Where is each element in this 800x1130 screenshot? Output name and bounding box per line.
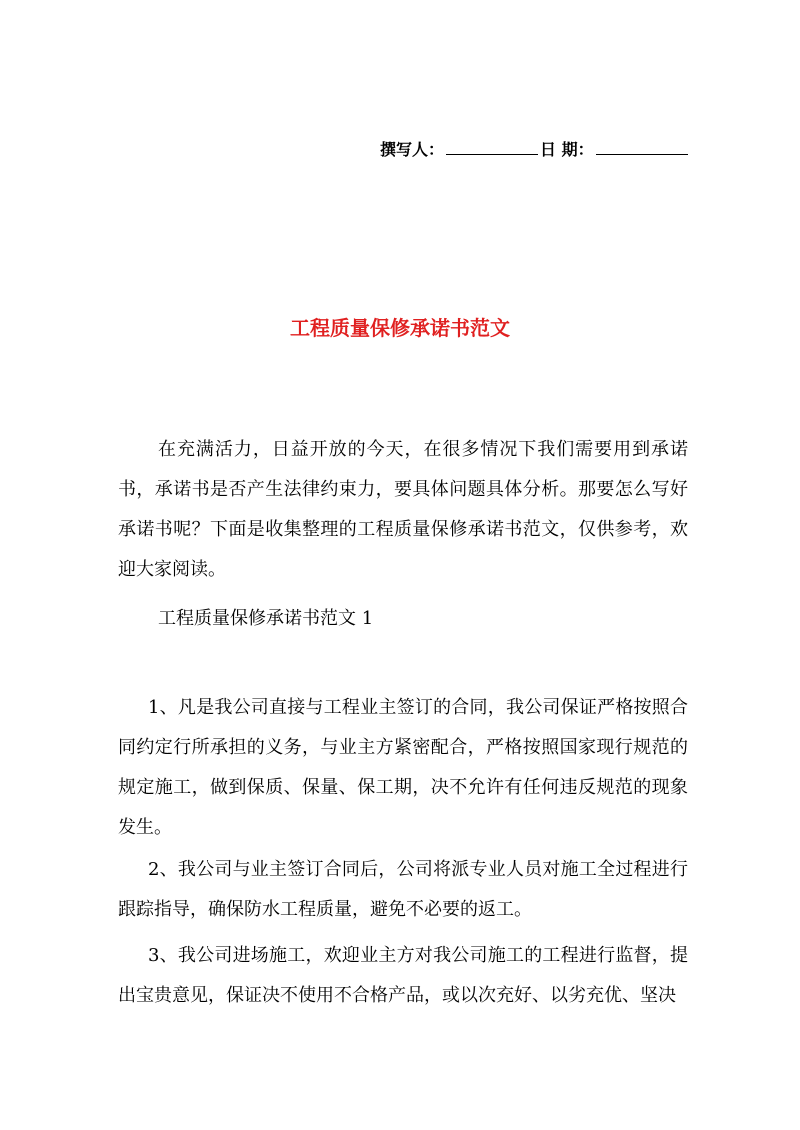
author-date-line (380, 138, 690, 162)
date-blank-field (596, 138, 688, 155)
list-item: 3、我公司进场施工，欢迎业主方对我公司施工的工程进行监督，提出宝贵意见，保证决不使用不合格产品，或以次充好、以劣充优、坚决 (118, 945, 688, 1006)
list-item: 1、凡是我公司直接与工程业主签订的合同，我公司保证严格按照合同约定行所承担的义务，与业主方紧密配合，严格按照国家现行规范的规定施工，做到保质、保量、保工期，决不允许有任何违反规范的现象发生。 (118, 697, 688, 838)
section-heading: 工程质量保修承诺书范文 1 (158, 608, 374, 629)
author-blank-field (446, 138, 538, 155)
date-label: 日 期： (540, 140, 594, 159)
intro-paragraph: 在充满活力，日益开放的今天，在很多情况下我们需要用到承诺书，承诺书是否产生法律约束力，要具体问题具体分析。那要怎么写好承诺书呢？下面是收集整理的工程质量保修承诺书范文，仅供参考，欢迎大家阅读。 (118, 439, 688, 580)
author-label: 撰写人： (380, 140, 445, 159)
document-title: 工程质量保修承诺书范文 (290, 316, 510, 340)
list-item: 2、我公司与业主签订合同后，公司将派专业人员对施工全过程进行跟踪指导，确保防水工程质量，避免不必要的返工。 (118, 859, 688, 920)
